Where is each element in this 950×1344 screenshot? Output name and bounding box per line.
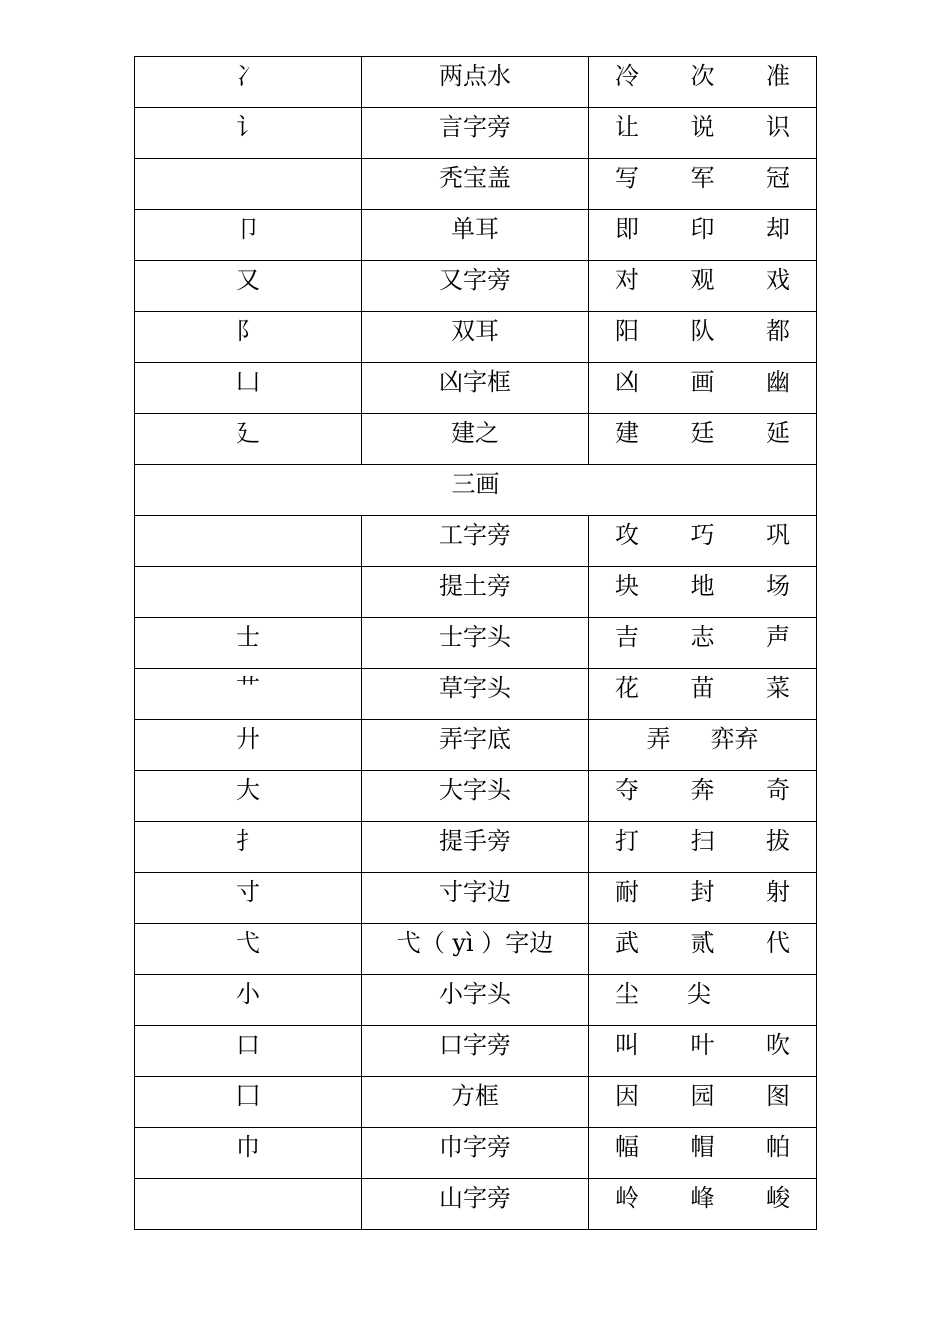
radical-name-cell (362, 210, 589, 261)
radical-name: 提土旁 (439, 572, 511, 600)
example-char: 岭 (615, 1184, 639, 1212)
example-char: 冷 (615, 62, 639, 90)
radical-cell (135, 771, 362, 822)
radical-name: 方框 (451, 1082, 499, 1110)
example-char: 印 (690, 215, 715, 243)
example-char: 扫 (690, 827, 715, 855)
example-char: 峻 (766, 1184, 790, 1212)
radical-cell (135, 720, 362, 771)
example-char: 奇 (766, 776, 790, 804)
radical-name-cell (362, 771, 589, 822)
radical-name-cell (362, 720, 589, 771)
radical-glyph: 士 (236, 623, 260, 651)
radical-name: 秃宝盖 (439, 164, 511, 192)
example-char: 冠 (766, 164, 790, 192)
radical-name-cell (362, 1077, 589, 1128)
example-char: 吉 (615, 623, 639, 651)
example-list (589, 975, 816, 1009)
radical-cell (135, 873, 362, 924)
radical-name-cell (362, 108, 589, 159)
table-row (135, 669, 817, 720)
example-char: 块 (615, 572, 639, 600)
section-row (135, 465, 817, 516)
radical-cell (135, 1026, 362, 1077)
radical-glyph: 囗 (236, 1082, 260, 1110)
example-list (589, 57, 816, 91)
example-char: 攻 (615, 521, 639, 549)
radical-cell (135, 312, 362, 363)
radical-cell (135, 618, 362, 669)
examples-cell (589, 363, 817, 414)
radical-cell (135, 210, 362, 261)
radical-name: 单耳 (451, 215, 499, 243)
example-char: 廷 (690, 419, 715, 447)
radical-glyph: 巾 (236, 1133, 260, 1161)
examples-cell (589, 108, 817, 159)
radical-name: 工字旁 (439, 521, 511, 549)
radical-glyph: 廴 (236, 419, 260, 447)
example-char: 苗 (690, 674, 715, 702)
radical-name: 双耳 (451, 317, 499, 345)
example-list (589, 1128, 816, 1162)
example-char: 阳 (615, 317, 639, 345)
example-char: 声 (766, 623, 790, 651)
radical-name-cell (362, 1179, 589, 1230)
example-char: 叫 (615, 1031, 639, 1059)
examples-cell (589, 1077, 817, 1128)
radical-glyph: 艹 (236, 674, 260, 702)
table-body (135, 57, 817, 1230)
radical-name-cell (362, 669, 589, 720)
table-row (135, 975, 817, 1026)
example-char: 次 (690, 62, 715, 90)
radical-name-cell (362, 975, 589, 1026)
example-char: 尘 (615, 980, 639, 1008)
example-char: 武 (615, 929, 639, 957)
example-char: 峰 (690, 1184, 715, 1212)
table-row (135, 159, 817, 210)
examples-cell (589, 57, 817, 108)
example-char: 弈弃 (710, 725, 759, 753)
example-list (589, 363, 816, 397)
radical-glyph (135, 159, 361, 163)
table-row (135, 618, 817, 669)
radical-name-cell (362, 261, 589, 312)
example-char: 幽 (766, 368, 790, 396)
radical-glyph (135, 1179, 361, 1183)
section-title: 三画 (451, 470, 500, 498)
example-list (589, 771, 816, 805)
radical-cell (135, 1128, 362, 1179)
example-char: 幅 (615, 1133, 639, 1161)
section-title-cell (135, 465, 817, 516)
example-char: 凶 (615, 368, 639, 396)
radical-name: 凶字框 (439, 368, 511, 396)
radical-name: 弄字底 (439, 725, 511, 753)
examples-cell (589, 669, 817, 720)
radical-name-cell (362, 159, 589, 210)
example-char: 巧 (690, 521, 715, 549)
radical-glyph: 讠 (236, 113, 260, 141)
example-char: 军 (690, 164, 715, 192)
examples-cell (589, 873, 817, 924)
radical-glyph: 弋 (236, 929, 260, 957)
example-char: 队 (690, 317, 715, 345)
example-list (589, 567, 816, 601)
radical-name: 士字头 (439, 623, 511, 651)
example-char: 写 (615, 164, 639, 192)
example-char: 戏 (766, 266, 790, 294)
table-row (135, 1128, 817, 1179)
radical-table (134, 56, 817, 1230)
example-char: 打 (615, 827, 639, 855)
examples-cell (589, 261, 817, 312)
example-list (589, 873, 816, 907)
example-char: 代 (766, 929, 790, 957)
table-row (135, 108, 817, 159)
radical-glyph: 大 (236, 776, 260, 804)
table-row (135, 771, 817, 822)
example-list (589, 516, 816, 550)
example-list (589, 720, 816, 754)
example-char: 延 (766, 419, 790, 447)
radical-cell (135, 924, 362, 975)
radical-cell (135, 822, 362, 873)
examples-cell (589, 312, 817, 363)
radical-glyph: 寸 (236, 878, 260, 906)
example-char: 观 (690, 266, 715, 294)
example-char: 让 (615, 113, 639, 141)
example-char: 建 (615, 419, 639, 447)
example-char: 却 (766, 215, 790, 243)
table-row (135, 261, 817, 312)
examples-cell (589, 822, 817, 873)
radical-cell (135, 975, 362, 1026)
example-list (589, 1077, 816, 1111)
radical-glyph: 凵 (236, 368, 260, 396)
example-char: 叶 (690, 1031, 715, 1059)
radical-glyph: 小 (236, 980, 260, 1008)
radical-glyph: 又 (236, 266, 260, 294)
radical-name: 口字旁 (439, 1031, 511, 1059)
radical-name-cell (362, 312, 589, 363)
example-list (589, 159, 816, 193)
example-list (589, 822, 816, 856)
examples-cell (589, 1026, 817, 1077)
example-char: 对 (615, 266, 639, 294)
example-char: 画 (690, 368, 715, 396)
radical-glyph: 口 (236, 1031, 260, 1059)
radical-name-cell (362, 618, 589, 669)
radical-name: 又字旁 (439, 266, 511, 294)
example-list (589, 669, 816, 703)
table-row (135, 414, 817, 465)
radical-glyph: 冫 (236, 62, 260, 90)
example-char: 拔 (766, 827, 790, 855)
radical-cell (135, 669, 362, 720)
example-char: 说 (690, 113, 715, 141)
examples-cell (589, 771, 817, 822)
examples-cell (589, 720, 817, 771)
example-list (589, 1179, 816, 1213)
radical-name: 建之 (451, 419, 499, 447)
radical-name-cell (362, 414, 589, 465)
table-row (135, 1077, 817, 1128)
radical-name-cell (362, 567, 589, 618)
example-char: 帕 (766, 1133, 790, 1161)
radical-name-cell (362, 873, 589, 924)
table-row (135, 312, 817, 363)
radical-glyph (135, 567, 361, 571)
radical-name: 大字头 (439, 776, 511, 804)
table-row (135, 210, 817, 261)
table-row (135, 1026, 817, 1077)
example-char: 志 (690, 623, 715, 651)
table-row (135, 57, 817, 108)
example-char: 贰 (690, 929, 715, 957)
radical-glyph: 阝 (236, 317, 260, 345)
example-char: 弄 (646, 725, 671, 753)
example-list (589, 1026, 816, 1060)
radical-glyph (135, 516, 361, 520)
example-char: 帽 (690, 1133, 715, 1161)
table-row (135, 363, 817, 414)
example-char: 吹 (766, 1031, 790, 1059)
radical-name-cell (362, 516, 589, 567)
examples-cell (589, 159, 817, 210)
radical-cell (135, 516, 362, 567)
examples-cell (589, 210, 817, 261)
table-row (135, 1179, 817, 1230)
radical-cell (135, 1179, 362, 1230)
radical-cell (135, 261, 362, 312)
table-row (135, 720, 817, 771)
example-char: 夺 (615, 776, 639, 804)
table-row (135, 873, 817, 924)
table-row (135, 516, 817, 567)
radical-name: 巾字旁 (439, 1133, 511, 1161)
table-row (135, 567, 817, 618)
radical-name-cell (362, 363, 589, 414)
radical-name: 小字头 (439, 980, 511, 1008)
table-row (135, 822, 817, 873)
radical-name-cell (362, 822, 589, 873)
radical-cell (135, 108, 362, 159)
example-list (589, 261, 816, 295)
radical-name: 言字旁 (439, 113, 511, 141)
examples-cell (589, 1128, 817, 1179)
examples-cell (589, 975, 817, 1026)
radical-name: 草字头 (439, 674, 511, 702)
example-char: 园 (690, 1082, 715, 1110)
radical-glyph: 廾 (236, 725, 260, 753)
radical-cell (135, 363, 362, 414)
example-char: 场 (766, 572, 790, 600)
radical-name-cell (362, 1026, 589, 1077)
example-char: 封 (690, 878, 715, 906)
example-char: 菜 (766, 674, 790, 702)
example-list (589, 414, 816, 448)
examples-cell (589, 414, 817, 465)
radical-name: 弋（ yì ）字边 (396, 929, 554, 957)
example-char: 巩 (766, 521, 790, 549)
radical-name: 寸字边 (439, 878, 511, 906)
example-char: 尖 (687, 980, 711, 1008)
examples-cell (589, 516, 817, 567)
example-char: 奔 (690, 776, 715, 804)
radical-cell (135, 414, 362, 465)
radical-cell (135, 159, 362, 210)
example-list (589, 924, 816, 958)
example-char: 因 (615, 1082, 639, 1110)
example-char: 花 (615, 674, 639, 702)
table-row (135, 924, 817, 975)
example-list (589, 108, 816, 142)
example-char: 射 (766, 878, 790, 906)
example-char: 图 (766, 1082, 790, 1110)
radical-name: 两点水 (439, 62, 511, 90)
example-list (589, 312, 816, 346)
radical-glyph: 扌 (236, 827, 260, 855)
radical-cell (135, 567, 362, 618)
example-char: 地 (690, 572, 715, 600)
radical-name-cell (362, 57, 589, 108)
example-char: 都 (766, 317, 790, 345)
radical-cell (135, 57, 362, 108)
radical-name: 提手旁 (439, 827, 511, 855)
examples-cell (589, 618, 817, 669)
example-list (589, 210, 816, 244)
examples-cell (589, 924, 817, 975)
example-char: 识 (766, 113, 790, 141)
example-char: 即 (615, 215, 639, 243)
example-char: 耐 (615, 878, 639, 906)
example-char: 准 (766, 62, 790, 90)
radical-name: 山字旁 (439, 1184, 511, 1212)
example-list (589, 618, 816, 652)
radical-cell (135, 1077, 362, 1128)
radical-name-cell (362, 924, 589, 975)
examples-cell (589, 567, 817, 618)
radical-name-cell (362, 1128, 589, 1179)
examples-cell (589, 1179, 817, 1230)
radical-glyph: 卩 (236, 215, 260, 243)
